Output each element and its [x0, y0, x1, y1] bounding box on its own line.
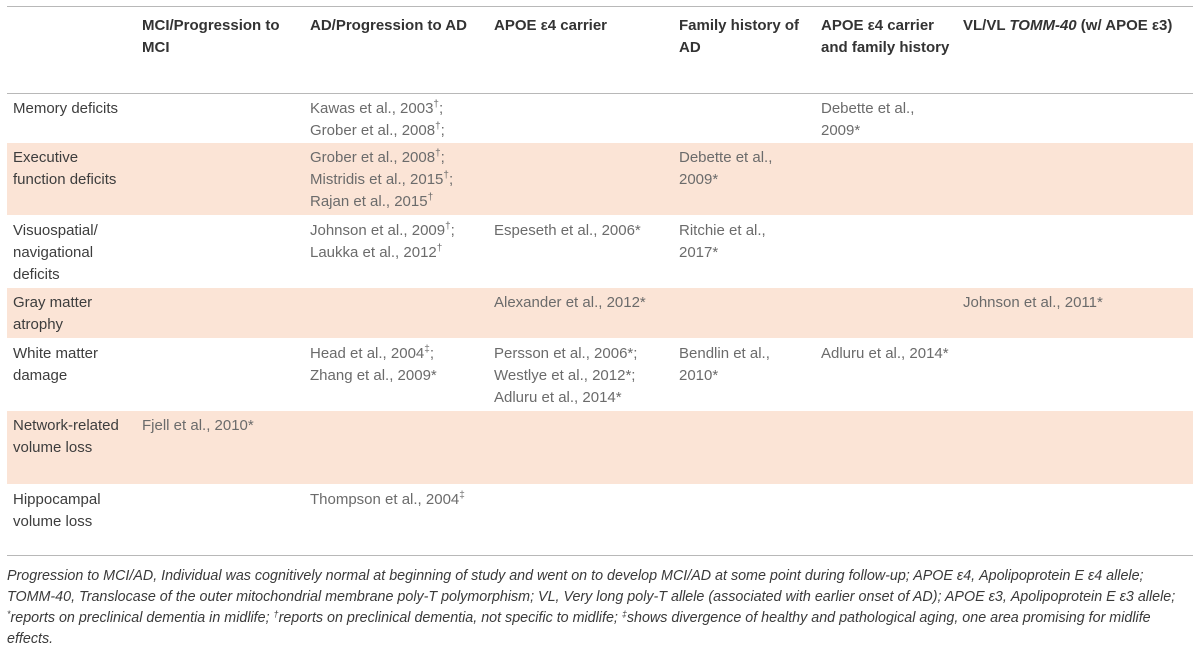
cell-apoe	[488, 216, 673, 288]
citation: Debette et al., 2009*	[821, 100, 915, 139]
cell-mci	[136, 485, 304, 556]
cell-tomm	[957, 288, 1193, 339]
citation: Fjell et al., 2010*	[142, 417, 254, 434]
cell-tomm	[957, 411, 1193, 485]
header-mci: MCI/Progression to MCI	[136, 7, 304, 94]
citation: Kawas et al., 2003†;	[310, 99, 444, 117]
cell-apoe-family	[815, 288, 957, 339]
cell-mci	[136, 411, 304, 485]
citation: Alexander et al., 2012*	[494, 294, 646, 311]
cell-apoe	[488, 94, 673, 143]
citation: Espeseth et al., 2006*	[494, 222, 641, 239]
cell-family	[673, 288, 815, 339]
cell-ad	[304, 94, 488, 143]
cell-ad	[304, 411, 488, 485]
cell-ad	[304, 339, 488, 411]
header-family: Family history of AD	[673, 7, 815, 94]
header-apoe: APOE ε4 carrier	[488, 7, 673, 94]
cell-apoe	[488, 339, 673, 411]
cell-apoe-family	[815, 485, 957, 556]
header-row	[7, 7, 1193, 94]
row-label-executive: Executive function deficits	[7, 143, 136, 216]
cell-apoe	[488, 288, 673, 339]
cell-tomm	[957, 216, 1193, 288]
table-row	[7, 485, 1193, 556]
comparison-table	[7, 6, 1193, 556]
table-footnote: Progression to MCI/AD, Individual was cognitively normal at beginning of study and went on to develop MCI/AD at some point during follow-up; APOE ε4, Apolipoprotein E ε4 allele; TOMM-40, Translocase of the outer mitochondrial membrane poly-T polymorphism; VL, Very long poly-T allele (associated with earlier onset of AD); APOE ε3, Apolipoprotein E ε3 allele; *reports on preclinical dementia in midlife; †reports on preclinical dementia, not specific to midlife; ‡shows divergence of healthy and pathological aging, one area promising for midlife effects.	[7, 568, 1176, 647]
table-row	[7, 143, 1193, 216]
citation: Westlye et al., 2012*;	[494, 367, 636, 384]
cell-mci	[136, 143, 304, 216]
citation: Head et al., 2004‡;	[310, 344, 434, 362]
cell-apoe-family	[815, 216, 957, 288]
citation: Persson et al., 2006*;	[494, 345, 638, 362]
table-row	[7, 216, 1193, 288]
cell-ad	[304, 143, 488, 216]
cell-apoe-family	[815, 339, 957, 411]
citation: Thompson et al., 2004‡	[310, 490, 465, 508]
cell-ad	[304, 485, 488, 556]
table-row	[7, 339, 1193, 411]
citation: Adluru et al., 2014*	[494, 389, 622, 406]
cell-family	[673, 143, 815, 216]
cell-family	[673, 485, 815, 556]
citation: Grober et al., 2008†;	[310, 148, 445, 166]
citation: Grober et al., 2008†;	[310, 121, 445, 139]
cell-family	[673, 411, 815, 485]
citation: Ritchie et al., 2017*	[679, 222, 766, 261]
citation: Zhang et al., 2009*	[310, 367, 437, 384]
header-apoe-family: APOE ε4 carrier and family history	[815, 7, 957, 94]
cell-ad	[304, 216, 488, 288]
row-label-white-matter: White matter damage	[13, 345, 99, 384]
citation: Rajan et al., 2015†	[310, 192, 434, 210]
citation: Mistridis et al., 2015†;	[310, 170, 454, 188]
citation: Debette et al., 2009*	[679, 149, 773, 188]
header-empty	[7, 7, 136, 94]
header-ad: AD/Progression to AD	[304, 7, 488, 94]
citation: Adluru et al., 2014*	[821, 345, 949, 362]
cell-family	[673, 339, 815, 411]
cell-apoe-family	[815, 411, 957, 485]
table-row	[7, 288, 1193, 339]
table-row	[7, 411, 1193, 485]
cell-family	[673, 216, 815, 288]
cell-apoe	[488, 485, 673, 556]
citation: Bendlin et al., 2010*	[679, 345, 770, 384]
cell-apoe-family	[815, 94, 957, 143]
row-label-hippocampal: Hippocampal volume loss	[7, 485, 136, 556]
table-row	[7, 94, 1193, 143]
cell-tomm	[957, 339, 1193, 411]
cell-mci	[136, 216, 304, 288]
cell-apoe	[488, 411, 673, 485]
cell-mci	[136, 339, 304, 411]
cell-ad	[304, 288, 488, 339]
row-label-network: Network-related volume loss	[7, 411, 136, 485]
cell-tomm	[957, 485, 1193, 556]
cell-apoe	[488, 143, 673, 216]
cell-mci	[136, 288, 304, 339]
cell-tomm	[957, 94, 1193, 143]
citation: Johnson et al., 2009†; Laukka et al., 2012†	[310, 221, 455, 261]
cell-apoe-family	[815, 143, 957, 216]
cell-mci	[136, 94, 304, 143]
row-label-visuospatial: Visuospatial/ navigational deficits	[13, 222, 98, 283]
header-tomm: VL/VL TOMM-40 (w/ APOE ε3)	[957, 7, 1193, 94]
cell-family	[673, 94, 815, 143]
cell-tomm	[957, 143, 1193, 216]
citation: Johnson et al., 2011*	[963, 294, 1103, 311]
row-label-gray-matter: Gray matter atrophy	[7, 288, 136, 339]
row-label-memory: Memory deficits	[13, 100, 119, 117]
